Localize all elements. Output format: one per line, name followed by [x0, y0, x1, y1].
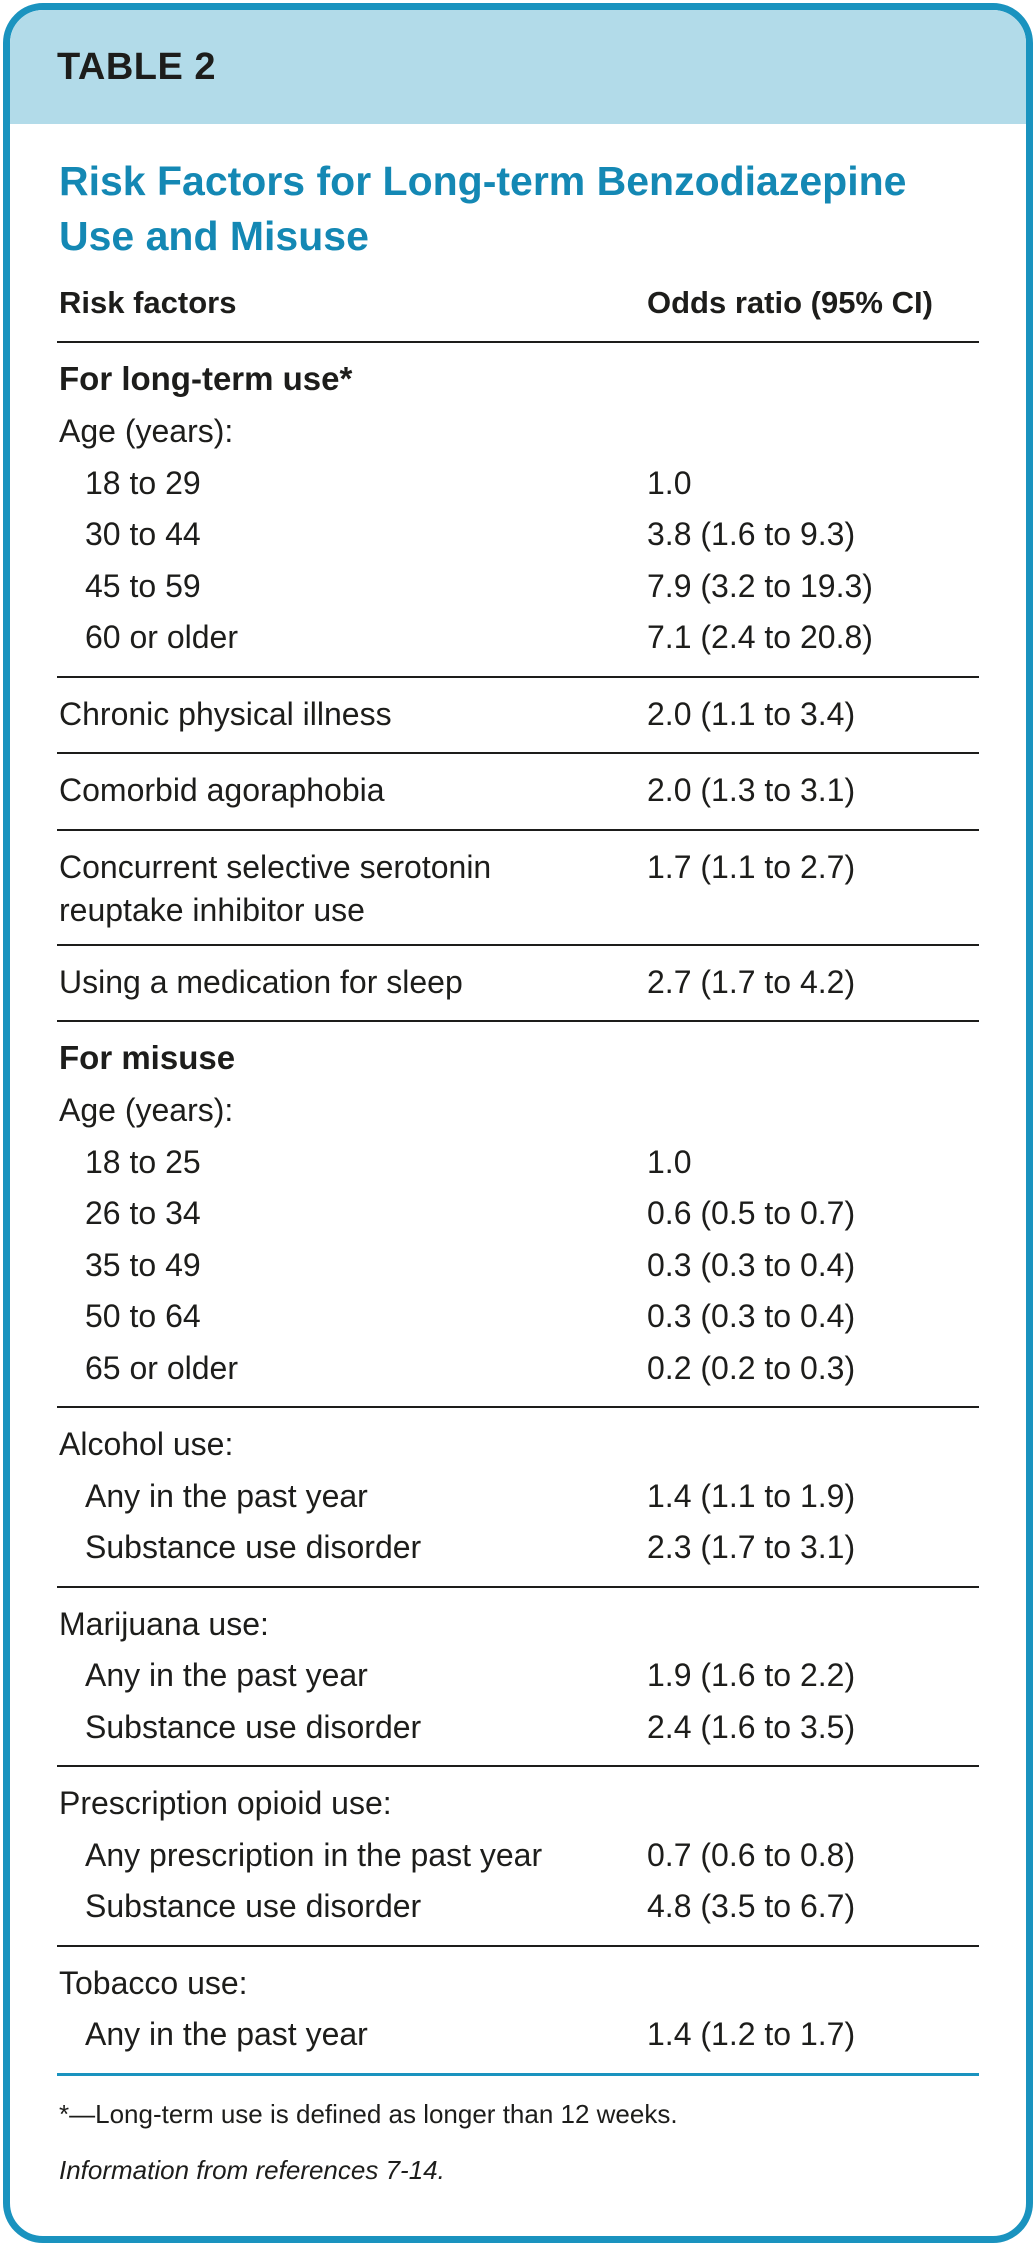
row-label: Chronic physical illness: [59, 695, 392, 732]
group-misuse-age: [57, 1077, 979, 1408]
row-value: 7.9 (3.2 to 19.3): [647, 567, 873, 604]
row-value: 7.1 (2.4 to 20.8): [647, 619, 873, 655]
table-row: [57, 1137, 979, 1189]
table-row: [57, 1085, 979, 1137]
group-alcohol-use: [57, 1408, 979, 1588]
table-row: [57, 1419, 979, 1471]
row-label: 18 to 29: [85, 464, 201, 501]
column-header-risk-factors: Risk factors: [59, 284, 237, 320]
table-row: [57, 509, 979, 561]
group-opioid-use: [57, 1767, 979, 1947]
row-value: 2.7 (1.7 to 4.2): [647, 963, 856, 1000]
row-value: 1.0: [647, 1143, 692, 1180]
row-value: 4.8 (3.5 to 6.7): [647, 1888, 856, 1924]
table-row: [57, 1343, 979, 1395]
row-value: 2.0 (1.3 to 3.1): [647, 772, 856, 808]
row-label: [57, 842, 647, 932]
table-row: [57, 1778, 979, 1830]
table-row: [57, 1599, 979, 1651]
table-row: [57, 2009, 979, 2061]
table-row: [57, 1881, 979, 1933]
row-label: Substance use disorder: [85, 1529, 422, 1565]
group-sleep-medication: [57, 946, 979, 1023]
group-chronic-illness: [57, 678, 979, 755]
table-row: [57, 842, 979, 932]
table-row: [57, 1522, 979, 1574]
row-value: 0.3 (0.3 to 0.4): [647, 1298, 856, 1334]
table-content: [57, 124, 979, 2188]
row-label: Age (years):: [59, 1092, 234, 1128]
table-row: [57, 561, 979, 613]
table-row: [57, 1188, 979, 1240]
footnote-source: Information from references 7-14.: [59, 2154, 445, 2185]
row-value: 1.4 (1.2 to 1.7): [647, 2016, 856, 2052]
row-value: 0.6 (0.5 to 0.7): [647, 1195, 856, 1231]
row-label: Any in the past year: [85, 2016, 368, 2052]
row-label: 65 or older: [85, 1349, 238, 1386]
group-marijuana-use: [57, 1588, 979, 1768]
row-label: 45 to 59: [85, 567, 201, 604]
table-title: [59, 154, 979, 264]
table-row: [57, 1240, 979, 1292]
column-header-row: [57, 264, 979, 343]
row-label: Substance use disorder: [85, 1888, 422, 1924]
row-value: 0.2 (0.2 to 0.3): [647, 1349, 856, 1386]
table-row: [57, 1702, 979, 1754]
row-label: Substance use disorder: [85, 1708, 422, 1745]
row-label: 30 to 44: [85, 516, 201, 552]
table-row: [57, 1830, 979, 1882]
row-value: 2.4 (1.6 to 3.5): [647, 1708, 856, 1745]
row-label-line-2: reuptake inhibitor use: [59, 891, 365, 928]
table-label: TABLE 2: [57, 45, 217, 88]
row-label: 35 to 49: [85, 1246, 201, 1283]
footnote-definition: *—Long-term use is defined as longer than 12 weeks.: [59, 2098, 678, 2129]
table-row: [57, 1958, 979, 2010]
column-header-odds-ratio: Odds ratio (95% CI): [647, 284, 933, 320]
row-label: Age (years):: [59, 413, 234, 449]
row-value: 1.0: [647, 464, 692, 501]
group-tobacco-use: [57, 1947, 979, 2076]
row-label: Any in the past year: [85, 1657, 368, 1693]
row-value: 1.7 (1.1 to 2.7): [647, 848, 856, 885]
table-frame: [3, 3, 1033, 2243]
table-row: [57, 612, 979, 664]
row-label: 18 to 25: [85, 1143, 201, 1180]
row-label: Marijuana use:: [59, 1605, 269, 1642]
group-long-term-age: [57, 398, 979, 678]
table-row: [57, 689, 979, 741]
table-row: [57, 406, 979, 458]
row-value: 1.9 (1.6 to 2.2): [647, 1657, 856, 1693]
table-row: [57, 765, 979, 817]
table-title-line-2: Use and Misuse: [59, 213, 369, 259]
group-agoraphobia: [57, 754, 979, 831]
row-label: Any prescription in the past year: [85, 1836, 543, 1873]
row-label: 26 to 34: [85, 1195, 201, 1231]
section-title-long-term: For long-term use*: [59, 360, 353, 397]
row-label: Prescription opioid use:: [59, 1785, 392, 1821]
row-label: Using a medication for sleep: [59, 963, 463, 1000]
table-title-line-1: Risk Factors for Long-term Benzodiazepine: [59, 158, 907, 204]
group-ssri: [57, 831, 979, 946]
row-label: 60 or older: [85, 619, 238, 655]
table-row: [57, 458, 979, 510]
row-value: 0.3 (0.3 to 0.4): [647, 1246, 856, 1283]
row-label: 50 to 64: [85, 1298, 201, 1334]
row-value: 0.7 (0.6 to 0.8): [647, 1836, 856, 1873]
row-label: Comorbid agoraphobia: [59, 772, 385, 808]
table-row: [57, 1471, 979, 1523]
row-label: Any in the past year: [85, 1477, 368, 1514]
row-label: Tobacco use:: [59, 1964, 248, 2001]
table-row: [57, 1650, 979, 1702]
table-header-bar: [10, 10, 1026, 124]
table-row: [57, 957, 979, 1009]
row-value: 1.4 (1.1 to 1.9): [647, 1477, 856, 1514]
row-value: 3.8 (1.6 to 9.3): [647, 516, 856, 552]
section-title-misuse: For misuse: [59, 1039, 236, 1076]
row-value: 2.3 (1.7 to 3.1): [647, 1529, 856, 1565]
row-label: Alcohol use:: [59, 1426, 234, 1462]
row-value: 2.0 (1.1 to 3.4): [647, 695, 856, 732]
row-label-line-1: Concurrent selective serotonin: [59, 848, 492, 885]
table-row: [57, 1291, 979, 1343]
